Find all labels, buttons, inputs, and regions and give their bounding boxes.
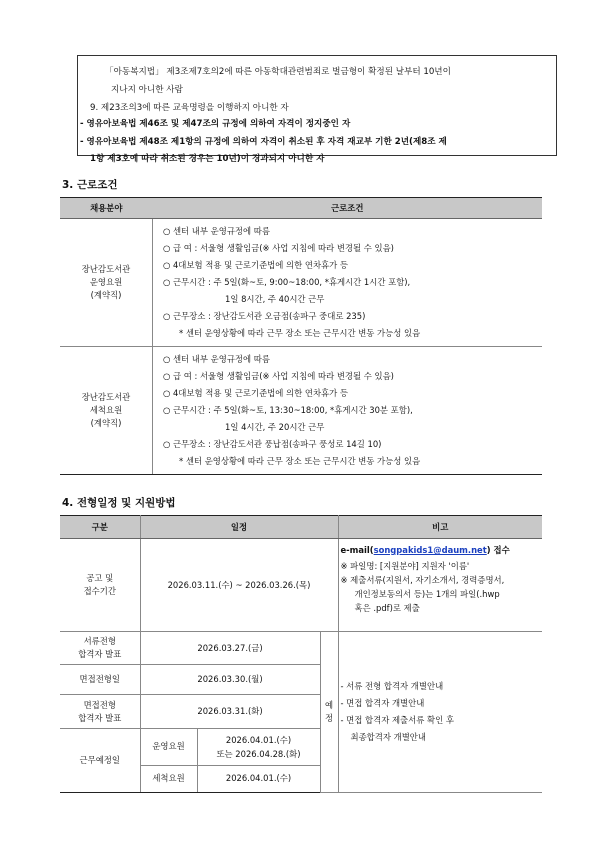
position-cell bbox=[60, 347, 153, 475]
table-row bbox=[60, 539, 542, 632]
note-line: 최종합격자 개별안내 bbox=[350, 732, 426, 742]
eligibility-continuation-box bbox=[77, 55, 557, 164]
position-line: 장난감도서관 bbox=[81, 264, 131, 274]
sub-position: 운영요원 bbox=[141, 729, 198, 765]
box-line-6: 1항 제3호에 따라 취소된 경우는 10년)이 경과되지 아니한 자 bbox=[90, 154, 325, 164]
note-line: - 서류 전형 합격자 개별안내 bbox=[340, 681, 444, 691]
email-suffix: ) 접수 bbox=[486, 545, 510, 555]
condition-line: ○ 센터 내부 운영규정에 따름 bbox=[163, 354, 270, 364]
plan-label: 정 bbox=[324, 713, 334, 723]
note-line: - 면접 합격자 제출서류 확인 후 bbox=[340, 715, 454, 725]
sub-date: 2026.04.01.(수) bbox=[225, 734, 292, 745]
header-schedule: 일정 bbox=[140, 516, 338, 539]
category-line: 면접전형 bbox=[83, 699, 116, 710]
email-link[interactable]: songpakids1@daum.net bbox=[373, 545, 487, 555]
condition-line: ○ 4대보험 적용 및 근로기준법에 의한 연차휴가 등 bbox=[163, 260, 348, 270]
header-category: 구분 bbox=[60, 516, 140, 539]
condition-line: ○ 근무장소 : 장난감도서관 오금점(송파구 중대로 235) bbox=[163, 311, 366, 321]
condition-line: ○ 근무장소 : 장난감도서관 풍납점(송파구 풍성로 14길 10) bbox=[163, 439, 382, 449]
date-cell: 2026.03.30.(월) bbox=[140, 665, 320, 695]
table-row bbox=[60, 632, 542, 665]
position-line: (계약직) bbox=[90, 290, 122, 300]
note-line: - 면접 합격자 개별안내 bbox=[340, 698, 425, 708]
email-line bbox=[341, 543, 541, 557]
table-row bbox=[60, 219, 542, 347]
condition-line: ○ 급 여 : 서울형 생활임금(※ 사업 지침에 따라 변경될 수 있음) bbox=[163, 371, 394, 381]
filename-note: ※ 파일명: [지원분야] 지원자 '이름' bbox=[340, 561, 470, 571]
sub-date: 2026.04.01.(수) bbox=[225, 773, 292, 784]
position-line: 세척요원 bbox=[89, 405, 123, 415]
documents-note: 혹은 .pdf)로 제출 bbox=[354, 603, 420, 613]
condition-line: 1일 4시간, 주 20시간 근무 bbox=[225, 422, 325, 432]
plan-label: 예 bbox=[324, 700, 334, 710]
note-cell bbox=[338, 539, 542, 632]
working-conditions-table bbox=[60, 197, 542, 475]
box-line-4: - 영유아보육법 제46조 및 제47조의 규정에 의하여 자격이 정지중인 자 bbox=[80, 119, 351, 129]
conditions-cell bbox=[153, 219, 543, 347]
condition-line: ○ 근무시간 : 주 5일(화~토, 13:30~18:00, *휴게시간 30분 포함), bbox=[163, 405, 413, 415]
category-cell bbox=[60, 539, 140, 632]
box-line-5: - 영유아보육법 제48조 제1항의 규정에 의하여 자격이 취소된 후 자격 재교부 기한 2년(제8조 제 bbox=[80, 137, 447, 147]
category-line: 합격자 발표 bbox=[78, 649, 122, 659]
condition-line: ○ 근무시간 : 주 5일(화~토, 9:00~18:00, *휴게시간 1시간 포함), bbox=[163, 277, 411, 287]
condition-note: * 센터 운영상황에 따라 근무 장소 또는 근무시간 변동 가능성 있음 bbox=[179, 456, 421, 466]
category-cell bbox=[60, 632, 140, 665]
condition-line: ○ 4대보험 적용 및 근로기준법에 의한 연차휴가 등 bbox=[163, 388, 348, 398]
plan-label-cell bbox=[320, 632, 338, 793]
email-prefix: e-mail( bbox=[340, 545, 374, 555]
sub-date: 또는 2026.04.28.(화) bbox=[216, 748, 301, 759]
box-line-1: 「아동복지법」 제3조제7호의2에 따른 아동학대관련범죄로 벌금형이 확정된 날부터 10년이 bbox=[105, 67, 451, 77]
condition-line: ○ 센터 내부 운영규정에 따름 bbox=[163, 226, 270, 236]
position-line: 장난감도서관 bbox=[81, 392, 131, 402]
section-3-title: 3. 근로조건 bbox=[62, 179, 118, 191]
condition-note: * 센터 운영상황에 따라 근무 장소 또는 근무시간 변동 가능성 있음 bbox=[179, 328, 421, 338]
position-line: 운영요원 bbox=[89, 277, 123, 287]
documents-note: 개인정보동의서 등)는 1개의 파일(.hwp bbox=[354, 589, 500, 599]
category-line: 공고 및 bbox=[86, 573, 114, 583]
conditions-cell bbox=[153, 347, 543, 475]
category-line: 접수기간 bbox=[83, 586, 116, 596]
section-4-title: 4. 전형일정 및 지원방법 bbox=[62, 497, 176, 509]
condition-line: 1일 8시간, 주 40시간 근무 bbox=[225, 294, 325, 304]
category-line: 합격자 발표 bbox=[78, 712, 122, 723]
work-start-subtable bbox=[141, 729, 320, 792]
work-start-cell bbox=[140, 729, 320, 793]
schedule-table bbox=[60, 515, 542, 793]
date-cell: 2026.03.31.(화) bbox=[140, 695, 320, 729]
date-cell: 2026.03.11.(수) ~ 2026.03.26.(목) bbox=[140, 539, 338, 632]
table-row bbox=[60, 347, 542, 475]
sub-position: 세척요원 bbox=[141, 765, 198, 792]
condition-line: ○ 급 여 : 서울형 생활임금(※ 사업 지침에 따라 변경될 수 있음) bbox=[163, 243, 394, 253]
box-line-2: 지나지 아니한 사람 bbox=[111, 85, 183, 95]
documents-note: ※ 제출서류(지원서, 자기소개서, 경력증명서, bbox=[340, 575, 505, 585]
header-position: 채용분야 bbox=[60, 198, 153, 219]
position-line: (계약직) bbox=[90, 418, 122, 428]
date-cell: 2026.03.27.(금) bbox=[140, 632, 320, 665]
sub-date-cell bbox=[197, 729, 320, 765]
category-cell: 면접전형일 bbox=[60, 665, 140, 695]
position-cell bbox=[60, 219, 153, 347]
category-cell: 근무예정일 bbox=[60, 729, 140, 793]
category-line: 서류전형 bbox=[83, 636, 116, 646]
note-cell bbox=[338, 632, 542, 793]
header-conditions: 근로조건 bbox=[153, 198, 543, 219]
box-line-3: 9. 제23조의3에 따른 교육명령을 이행하지 아니한 자 bbox=[90, 103, 289, 113]
header-note: 비고 bbox=[338, 516, 542, 539]
category-cell bbox=[60, 695, 140, 729]
